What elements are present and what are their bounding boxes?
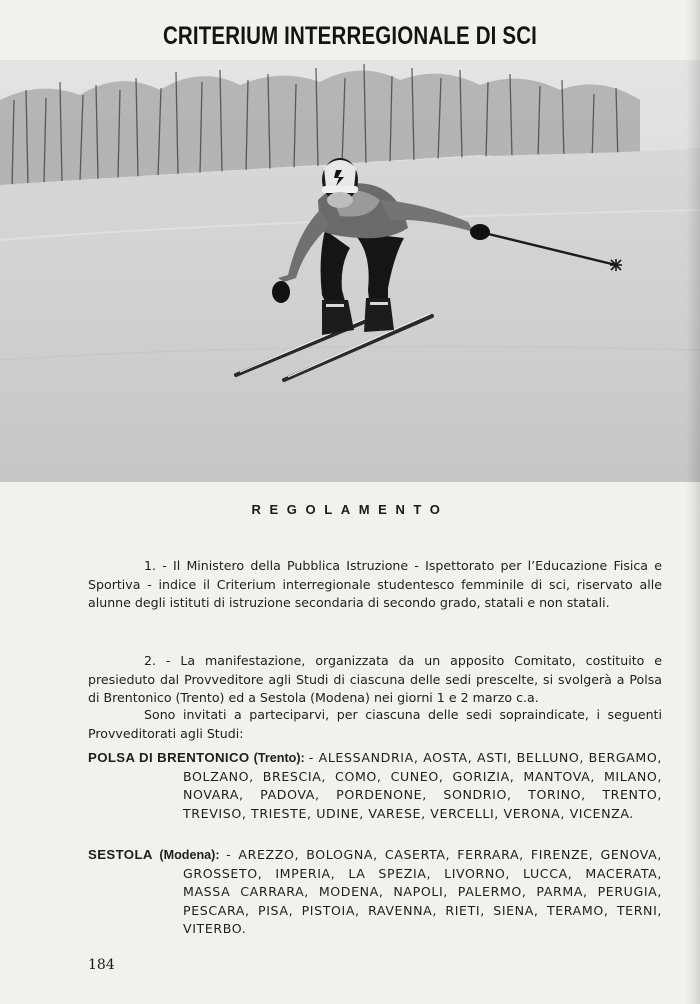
- seat-name: SESTOLA: [88, 847, 153, 862]
- section-heading: REGOLAMENTO: [251, 502, 449, 517]
- skier-photo: [0, 60, 700, 482]
- seat-sestola: [88, 846, 662, 939]
- seat-cities: - AREZZO, BOLOGNA, CASERTA, FERRARA, FIRENZE, GENOVA, GROSSETO, IMPERIA, LA SPEZIA, LIVORNO, LUCCA, MACERATA, MASSA CARRARA, MODENA, NAPOLI, PALERMO, PARMA, PERUGIA, PESCARA, PISA, PISTOIA, RAVENNA, RIETI, SIENA, TERAMO, TERNI, VITERBO.: [183, 847, 662, 937]
- skier-icon: [0, 60, 700, 482]
- page-number: 184: [88, 957, 115, 973]
- page-title: CRITERIUM INTERREGIONALE DI SCI: [162, 22, 538, 50]
- seat-cities: - ALESSANDRIA, AOSTA, ASTI, BELLUNO, BERGAMO, BOLZANO, BRESCIA, COMO, CUNEO, GORIZIA, MANTOVA, MILANO, NOVARA, PADOVA, PORDENONE, SONDRIO, TORINO, TRENTO, TREVISO, TRIESTE, UDINE, VARESE, VERCELLI, VERONA, VICENZA.: [183, 750, 662, 821]
- pole-basket-icon: [610, 259, 622, 271]
- seat-province: (Trento):: [253, 751, 305, 765]
- seat-province: (Modena):: [159, 848, 220, 862]
- paragraph-2: 2. - La manifestazione, organizzata da un apposito Comitato, costituito e presieduto dal Provveditore agli Studi di ciascuna delle sedi prescelte, si svolgerà a Polsa di Brentonico (Trento) ed a Sestola (Modena) nei giorni 1 e 2 marzo c.a.: [88, 653, 662, 705]
- paragraph-1: 1. - Il Ministero della Pubblica Istruzione - Ispettorato per l’Educazione Fisica e Sportiva - indice il Criterium interregionale studentesco femminile di sci, riservato alle alunne degli istituti di istruzione secondaria di secondo grado, statali e non statali.: [88, 558, 662, 610]
- seat-polsa-di-brentonico: [88, 749, 662, 823]
- seat-name: POLSA DI BRENTONICO: [88, 750, 250, 765]
- page-edge-shadow: [686, 0, 700, 1004]
- paragraph-3: Sono invitati a parteciparvi, per ciascuna delle sedi sopraindicate, i seguenti Provveditorati agli Studi:: [88, 707, 662, 741]
